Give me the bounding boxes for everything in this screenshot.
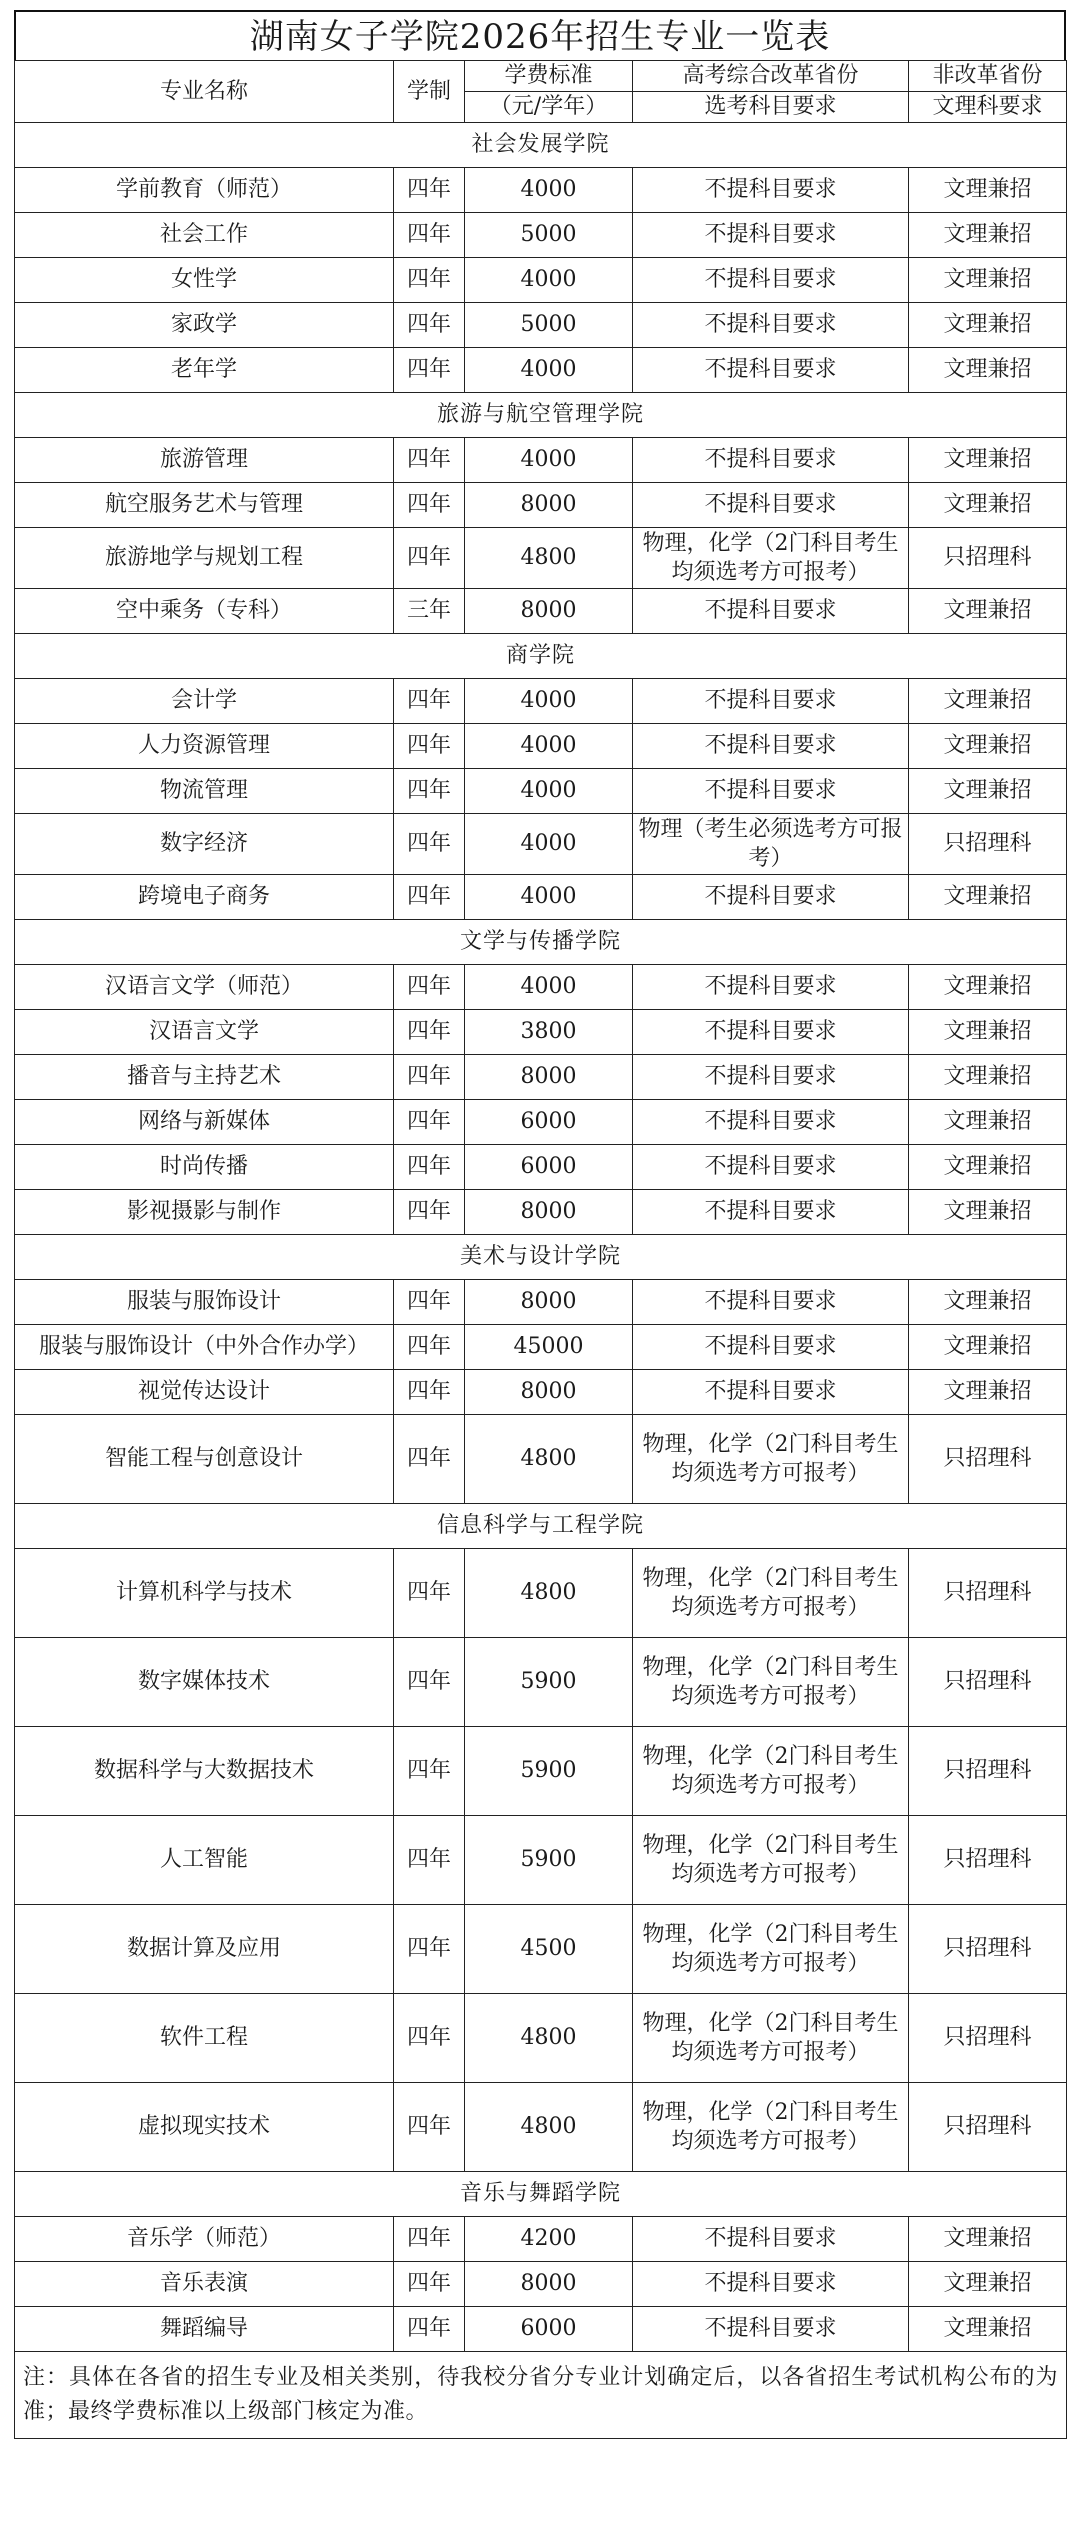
- fee-cell: 4000: [465, 724, 633, 769]
- stream-requirement-cell: 文理兼招: [909, 1370, 1067, 1415]
- table-row: [15, 2307, 1067, 2352]
- table-row: [15, 1280, 1067, 1325]
- duration-cell: 四年: [394, 724, 465, 769]
- duration-cell: 三年: [394, 589, 465, 634]
- header-duration: 学制: [394, 61, 465, 123]
- fee-cell: 8000: [465, 1280, 633, 1325]
- fee-cell: 4000: [465, 258, 633, 303]
- college-name: 美术与设计学院: [15, 1235, 1067, 1280]
- fee-cell: 4800: [465, 2083, 633, 2172]
- table-row: [15, 1190, 1067, 1235]
- major-cell: 空中乘务（专科）: [15, 589, 394, 634]
- table-row: [15, 213, 1067, 258]
- subject-requirement-cell: 物理，化学（2门科目考生均须选考方可报考）: [633, 1549, 909, 1638]
- subject-requirement-cell: 不提科目要求: [633, 679, 909, 724]
- major-cell: 时尚传播: [15, 1145, 394, 1190]
- fee-cell: 4000: [465, 679, 633, 724]
- stream-requirement-cell: 文理兼招: [909, 589, 1067, 634]
- major-cell: 音乐学（师范）: [15, 2217, 394, 2262]
- table-row: [15, 875, 1067, 920]
- major-cell: 服装与服饰设计（中外合作办学）: [15, 1325, 394, 1370]
- subject-requirement-cell: 不提科目要求: [633, 2217, 909, 2262]
- fee-cell: 5900: [465, 1638, 633, 1727]
- subject-requirement-cell: 不提科目要求: [633, 1010, 909, 1055]
- major-cell: 软件工程: [15, 1994, 394, 2083]
- fee-cell: 5900: [465, 1816, 633, 1905]
- fee-cell: 5000: [465, 303, 633, 348]
- subject-requirement-cell: 不提科目要求: [633, 1280, 909, 1325]
- duration-cell: 四年: [394, 1190, 465, 1235]
- table-row: [15, 438, 1067, 483]
- major-cell: 旅游地学与规划工程: [15, 528, 394, 589]
- subject-requirement-cell: 物理，化学（2门科目考生均须选考方可报考）: [633, 1816, 909, 1905]
- major-cell: 人工智能: [15, 1816, 394, 1905]
- fee-cell: 4000: [465, 168, 633, 213]
- duration-cell: 四年: [394, 258, 465, 303]
- major-cell: 音乐表演: [15, 2262, 394, 2307]
- duration-cell: 四年: [394, 1994, 465, 2083]
- stream-requirement-cell: 文理兼招: [909, 2217, 1067, 2262]
- college-row: [15, 2172, 1067, 2217]
- table-row: [15, 258, 1067, 303]
- stream-requirement-cell: 文理兼招: [909, 2307, 1067, 2352]
- college-row: [15, 920, 1067, 965]
- stream-requirement-cell: 文理兼招: [909, 1100, 1067, 1145]
- stream-requirement-cell: 文理兼招: [909, 1055, 1067, 1100]
- table-row: [15, 1325, 1067, 1370]
- table-row: [15, 2262, 1067, 2307]
- table-row: [15, 1549, 1067, 1638]
- table-row: [15, 1415, 1067, 1504]
- major-cell: 学前教育（师范）: [15, 168, 394, 213]
- stream-requirement-cell: 文理兼招: [909, 724, 1067, 769]
- header-nonreform-line2: 文理科要求: [909, 92, 1067, 123]
- duration-cell: 四年: [394, 1549, 465, 1638]
- table-row: [15, 1370, 1067, 1415]
- subject-requirement-cell: 不提科目要求: [633, 1370, 909, 1415]
- duration-cell: 四年: [394, 1280, 465, 1325]
- subject-requirement-cell: 不提科目要求: [633, 965, 909, 1010]
- duration-cell: 四年: [394, 1370, 465, 1415]
- table-row: [15, 679, 1067, 724]
- subject-requirement-cell: 物理，化学（2门科目考生均须选考方可报考）: [633, 1994, 909, 2083]
- table-row: [15, 168, 1067, 213]
- subject-requirement-cell: 不提科目要求: [633, 589, 909, 634]
- stream-requirement-cell: 文理兼招: [909, 1325, 1067, 1370]
- stream-requirement-cell: 文理兼招: [909, 769, 1067, 814]
- fee-cell: 4000: [465, 814, 633, 875]
- table-row: [15, 1638, 1067, 1727]
- table-row: [15, 1010, 1067, 1055]
- fee-cell: 6000: [465, 1100, 633, 1145]
- table-row: [15, 1994, 1067, 2083]
- fee-cell: 4800: [465, 528, 633, 589]
- major-cell: 物流管理: [15, 769, 394, 814]
- college-name: 信息科学与工程学院: [15, 1504, 1067, 1549]
- duration-cell: 四年: [394, 679, 465, 724]
- stream-requirement-cell: 文理兼招: [909, 1010, 1067, 1055]
- stream-requirement-cell: 只招理科: [909, 1549, 1067, 1638]
- stream-requirement-cell: 文理兼招: [909, 2262, 1067, 2307]
- subject-requirement-cell: 不提科目要求: [633, 438, 909, 483]
- table-row: [15, 769, 1067, 814]
- stream-requirement-cell: 文理兼招: [909, 438, 1067, 483]
- duration-cell: 四年: [394, 1055, 465, 1100]
- fee-cell: 5000: [465, 213, 633, 258]
- major-cell: 舞蹈编导: [15, 2307, 394, 2352]
- stream-requirement-cell: 只招理科: [909, 1905, 1067, 1994]
- table-row: [15, 1905, 1067, 1994]
- stream-requirement-cell: 文理兼招: [909, 348, 1067, 393]
- duration-cell: 四年: [394, 348, 465, 393]
- major-cell: 女性学: [15, 258, 394, 303]
- major-cell: 跨境电子商务: [15, 875, 394, 920]
- fee-cell: 6000: [465, 1145, 633, 1190]
- subject-requirement-cell: 物理，化学（2门科目考生均须选考方可报考）: [633, 528, 909, 589]
- stream-requirement-cell: 文理兼招: [909, 303, 1067, 348]
- college-row: [15, 393, 1067, 438]
- stream-requirement-cell: 文理兼招: [909, 168, 1067, 213]
- table-row: [15, 1055, 1067, 1100]
- duration-cell: 四年: [394, 2083, 465, 2172]
- duration-cell: 四年: [394, 965, 465, 1010]
- college-name: 音乐与舞蹈学院: [15, 2172, 1067, 2217]
- college-row: [15, 1235, 1067, 1280]
- fee-cell: 4000: [465, 769, 633, 814]
- table-row: [15, 814, 1067, 875]
- stream-requirement-cell: 文理兼招: [909, 1145, 1067, 1190]
- duration-cell: 四年: [394, 483, 465, 528]
- table-row: [15, 1727, 1067, 1816]
- major-cell: 虚拟现实技术: [15, 2083, 394, 2172]
- major-cell: 航空服务艺术与管理: [15, 483, 394, 528]
- table-row: [15, 348, 1067, 393]
- college-name: 商学院: [15, 634, 1067, 679]
- duration-cell: 四年: [394, 1816, 465, 1905]
- major-cell: 播音与主持艺术: [15, 1055, 394, 1100]
- subject-requirement-cell: 不提科目要求: [633, 168, 909, 213]
- duration-cell: 四年: [394, 1905, 465, 1994]
- page-title: 湖南女子学院2026年招生专业一览表: [14, 10, 1066, 60]
- stream-requirement-cell: 只招理科: [909, 1638, 1067, 1727]
- major-cell: 智能工程与创意设计: [15, 1415, 394, 1504]
- fee-cell: 4000: [465, 348, 633, 393]
- stream-requirement-cell: 文理兼招: [909, 1280, 1067, 1325]
- stream-requirement-cell: 文理兼招: [909, 258, 1067, 303]
- duration-cell: 四年: [394, 213, 465, 258]
- duration-cell: 四年: [394, 1638, 465, 1727]
- major-cell: 影视摄影与制作: [15, 1190, 394, 1235]
- duration-cell: 四年: [394, 1100, 465, 1145]
- major-cell: 服装与服饰设计: [15, 1280, 394, 1325]
- major-cell: 视觉传达设计: [15, 1370, 394, 1415]
- table-row: [15, 528, 1067, 589]
- major-cell: 网络与新媒体: [15, 1100, 394, 1145]
- subject-requirement-cell: 不提科目要求: [633, 213, 909, 258]
- fee-cell: 8000: [465, 1370, 633, 1415]
- majors-table: [14, 60, 1067, 2439]
- stream-requirement-cell: 只招理科: [909, 1727, 1067, 1816]
- subject-requirement-cell: 不提科目要求: [633, 1055, 909, 1100]
- major-cell: 计算机科学与技术: [15, 1549, 394, 1638]
- subject-requirement-cell: 不提科目要求: [633, 875, 909, 920]
- subject-requirement-cell: 不提科目要求: [633, 1145, 909, 1190]
- duration-cell: 四年: [394, 1727, 465, 1816]
- footnote: 注：具体在各省的招生专业及相关类别，待我校分省分专业计划确定后，以各省招生考试机构公布的为准；最终学费标准以上级部门核定为准。: [15, 2352, 1067, 2439]
- duration-cell: 四年: [394, 2262, 465, 2307]
- stream-requirement-cell: 只招理科: [909, 528, 1067, 589]
- table-row: [15, 303, 1067, 348]
- subject-requirement-cell: 物理，化学（2门科目考生均须选考方可报考）: [633, 1905, 909, 1994]
- major-cell: 汉语言文学: [15, 1010, 394, 1055]
- subject-requirement-cell: 不提科目要求: [633, 258, 909, 303]
- subject-requirement-cell: 不提科目要求: [633, 1190, 909, 1235]
- major-cell: 家政学: [15, 303, 394, 348]
- table-row: [15, 483, 1067, 528]
- duration-cell: 四年: [394, 2217, 465, 2262]
- table-header: [15, 61, 1067, 123]
- table-row: [15, 724, 1067, 769]
- enrollment-sheet: [14, 10, 1066, 2439]
- stream-requirement-cell: 只招理科: [909, 1415, 1067, 1504]
- subject-requirement-cell: 不提科目要求: [633, 769, 909, 814]
- header-reform-line1: 高考综合改革省份: [633, 61, 909, 92]
- header-fee-line1: 学费标准: [465, 61, 633, 92]
- subject-requirement-cell: 物理，化学（2门科目考生均须选考方可报考）: [633, 2083, 909, 2172]
- stream-requirement-cell: 文理兼招: [909, 965, 1067, 1010]
- fee-cell: 8000: [465, 483, 633, 528]
- college-row: [15, 634, 1067, 679]
- fee-cell: 4200: [465, 2217, 633, 2262]
- fee-cell: 8000: [465, 1190, 633, 1235]
- header-fee-line2: （元/学年）: [465, 92, 633, 123]
- stream-requirement-cell: 文理兼招: [909, 1190, 1067, 1235]
- major-cell: 会计学: [15, 679, 394, 724]
- major-cell: 汉语言文学（师范）: [15, 965, 394, 1010]
- major-cell: 数字经济: [15, 814, 394, 875]
- duration-cell: 四年: [394, 1010, 465, 1055]
- major-cell: 社会工作: [15, 213, 394, 258]
- major-cell: 老年学: [15, 348, 394, 393]
- duration-cell: 四年: [394, 438, 465, 483]
- major-cell: 人力资源管理: [15, 724, 394, 769]
- subject-requirement-cell: 不提科目要求: [633, 2307, 909, 2352]
- stream-requirement-cell: 只招理科: [909, 2083, 1067, 2172]
- college-row: [15, 1504, 1067, 1549]
- duration-cell: 四年: [394, 814, 465, 875]
- college-name: 文学与传播学院: [15, 920, 1067, 965]
- stream-requirement-cell: 只招理科: [909, 1816, 1067, 1905]
- subject-requirement-cell: 物理，化学（2门科目考生均须选考方可报考）: [633, 1727, 909, 1816]
- subject-requirement-cell: 物理（考生必须选考方可报考）: [633, 814, 909, 875]
- stream-requirement-cell: 只招理科: [909, 814, 1067, 875]
- table-row: [15, 2217, 1067, 2262]
- table-row: [15, 965, 1067, 1010]
- table-row: [15, 1100, 1067, 1145]
- stream-requirement-cell: 文理兼招: [909, 213, 1067, 258]
- fee-cell: 8000: [465, 1055, 633, 1100]
- duration-cell: 四年: [394, 875, 465, 920]
- duration-cell: 四年: [394, 1145, 465, 1190]
- subject-requirement-cell: 不提科目要求: [633, 483, 909, 528]
- duration-cell: 四年: [394, 1415, 465, 1504]
- fee-cell: 3800: [465, 1010, 633, 1055]
- fee-cell: 4000: [465, 438, 633, 483]
- table-row: [15, 2083, 1067, 2172]
- subject-requirement-cell: 不提科目要求: [633, 724, 909, 769]
- subject-requirement-cell: 不提科目要求: [633, 1100, 909, 1145]
- table-row: [15, 1145, 1067, 1190]
- college-name: 社会发展学院: [15, 123, 1067, 168]
- header-nonreform-line1: 非改革省份: [909, 61, 1067, 92]
- subject-requirement-cell: 物理，化学（2门科目考生均须选考方可报考）: [633, 1415, 909, 1504]
- subject-requirement-cell: 物理，化学（2门科目考生均须选考方可报考）: [633, 1638, 909, 1727]
- table-body: [15, 123, 1067, 2352]
- header-major: 专业名称: [15, 61, 394, 123]
- fee-cell: 45000: [465, 1325, 633, 1370]
- table-row: [15, 1816, 1067, 1905]
- duration-cell: 四年: [394, 528, 465, 589]
- duration-cell: 四年: [394, 1325, 465, 1370]
- stream-requirement-cell: 文理兼招: [909, 483, 1067, 528]
- fee-cell: 4000: [465, 965, 633, 1010]
- major-cell: 旅游管理: [15, 438, 394, 483]
- duration-cell: 四年: [394, 303, 465, 348]
- major-cell: 数据计算及应用: [15, 1905, 394, 1994]
- stream-requirement-cell: 文理兼招: [909, 875, 1067, 920]
- fee-cell: 8000: [465, 589, 633, 634]
- fee-cell: 4800: [465, 1415, 633, 1504]
- stream-requirement-cell: 只招理科: [909, 1994, 1067, 2083]
- header-reform-line2: 选考科目要求: [633, 92, 909, 123]
- stream-requirement-cell: 文理兼招: [909, 679, 1067, 724]
- fee-cell: 8000: [465, 2262, 633, 2307]
- college-name: 旅游与航空管理学院: [15, 393, 1067, 438]
- fee-cell: 5900: [465, 1727, 633, 1816]
- subject-requirement-cell: 不提科目要求: [633, 303, 909, 348]
- fee-cell: 4000: [465, 875, 633, 920]
- fee-cell: 4500: [465, 1905, 633, 1994]
- subject-requirement-cell: 不提科目要求: [633, 1325, 909, 1370]
- college-row: [15, 123, 1067, 168]
- table-row: [15, 589, 1067, 634]
- duration-cell: 四年: [394, 2307, 465, 2352]
- duration-cell: 四年: [394, 168, 465, 213]
- duration-cell: 四年: [394, 769, 465, 814]
- major-cell: 数字媒体技术: [15, 1638, 394, 1727]
- subject-requirement-cell: 不提科目要求: [633, 2262, 909, 2307]
- major-cell: 数据科学与大数据技术: [15, 1727, 394, 1816]
- fee-cell: 4800: [465, 1994, 633, 2083]
- fee-cell: 4800: [465, 1549, 633, 1638]
- subject-requirement-cell: 不提科目要求: [633, 348, 909, 393]
- fee-cell: 6000: [465, 2307, 633, 2352]
